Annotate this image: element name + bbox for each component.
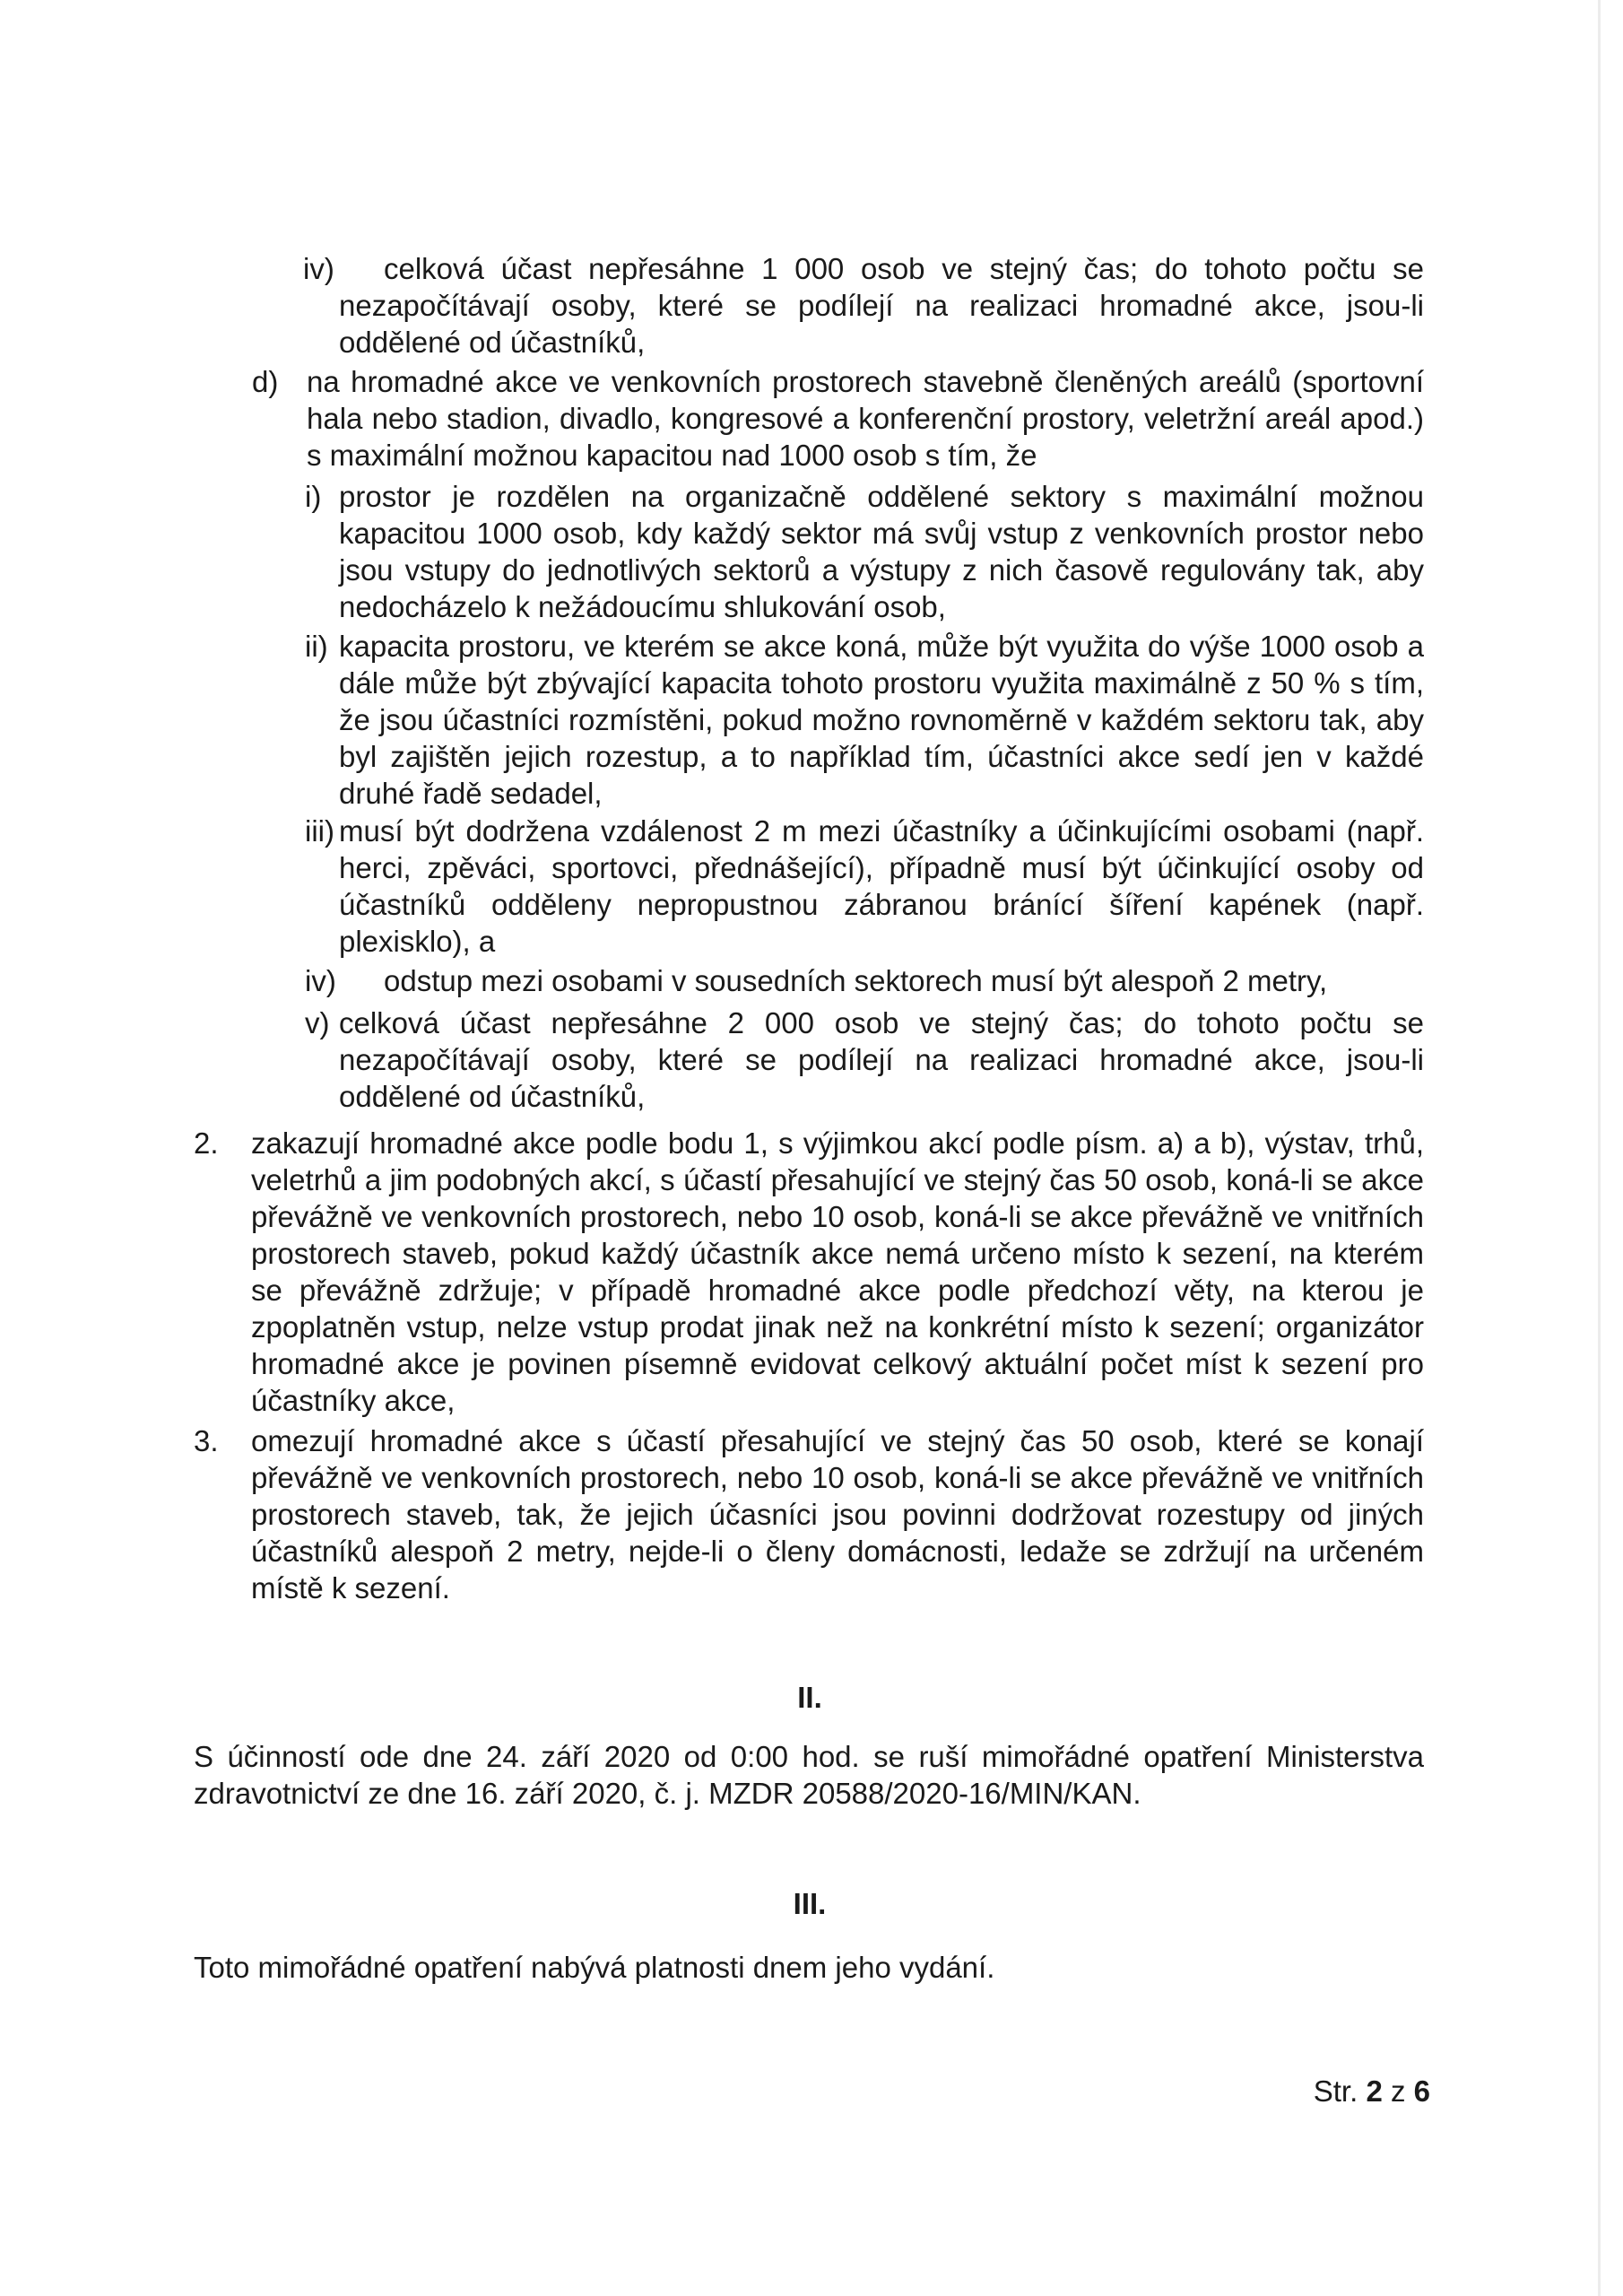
item-label-3: 3.: [194, 1424, 219, 1457]
item-text-d-iii: musí být dodržena vzdálenost 2 m mezi účastníky a účinkujícími osobami (např. herci, zpěváci, sportovci, přednášející), případně musí být účinkující osoby od účastníků odděleny nepropustnou zábranou bránící šíření kapének (např. plexisklo), a: [339, 814, 1424, 958]
section-heading-iii: III.: [793, 1887, 827, 1920]
page-number: [1314, 2073, 1430, 2109]
section-text-iii: Toto mimořádné opatření nabývá platnosti dnem jeho vydání.: [194, 1951, 995, 1984]
item-text-d-ii: kapacita prostoru, ve kterém se akce koná, může být využita do výše 1000 osob a dále může být zbývající kapacita tohoto prostoru využita maximálně z 50 % s tím, že jsou účastníci rozmístěni, pokud možno rovnoměrně v každém sektoru tak, aby byl zajištěn jejich rozestup, a to například tím, účastníci akce sedí jen v každé druhé řadě sedadel,: [339, 630, 1424, 810]
item-label-d: d): [252, 365, 279, 398]
item-label-d-ii: ii): [305, 630, 328, 663]
item-text-d-iv: odstup mezi osobami v sousedních sektorech musí být alespoň 2 metry,: [384, 964, 1328, 997]
item-text-d: na hromadné akce ve venkovních prostorech stavebně členěných areálů (sportovní hala nebo stadion, divadlo, kongresové a konferenční prostory, veletržní areál apod.) s maximální možnou kapacitou nad 1000 osob s tím, že: [307, 365, 1424, 472]
item-label-d-i: i): [305, 480, 322, 513]
item-label-2: 2.: [194, 1126, 219, 1160]
item-text-d-v: celková účast nepřesáhne 2 000 osob ve stejný čas; do tohoto počtu se nezapočítávají osoby, které se podílejí na realizaci hromadné akce, jsou-li oddělené od účastníků,: [339, 1006, 1424, 1113]
item-text-d-i: prostor je rozdělen na organizačně oddělené sektory s maximální možnou kapacitou 1000 osob, kdy každý sektor má svůj vstup z venkovních prostor nebo jsou vstupy do jednotlivých sektorů a výstupy z nich časově regulovány tak, aby nedocházelo k nežádoucímu shlukování osob,: [339, 480, 1424, 623]
item-label-d-v: v): [305, 1006, 330, 1039]
section-text-ii: S účinností ode dne 24. září 2020 od 0:00 hod. se ruší mimořádné opatření Ministerstva zdravotnictví ze dne 16. září 2020, č. j. MZDR 20588/2020-16/MIN/KAN.: [194, 1740, 1424, 1810]
page-number-separator: z: [1390, 2074, 1406, 2108]
item-text-3: omezují hromadné akce s účastí přesahující ve stejný čas 50 osob, které se konají převážně ve venkovních prostorech, nebo 10 osob, koná-li se akce převážně ve vnitřních prostorech staveb, tak, že jejich účasníci jsou povinni dodržovat rozestupy od jiných účastníků alespoň 2 metry, nejde-li o členy domácnosti, ledaže se zdržují na určeném místě k sezení.: [251, 1424, 1424, 1605]
item-label-d-iv: iv): [305, 964, 336, 997]
page-number-total: 6: [1413, 2074, 1430, 2108]
item-label-d-iii: iii): [305, 814, 334, 848]
item-text-2: zakazují hromadné akce podle bodu 1, s výjimkou akcí podle písm. a) a b), výstav, trhů, veletrhů a jim podobných akcí, s účastí přesahující ve stejný čas 50 osob, koná-li se akce převážně ve venkovních prostorech, nebo 10 osob, koná-li se akce převážně ve vnitřních prostorech staveb, pokud každý účastník akce nemá určeno místo k sezení, na kterém se převážně zdržuje; v případě hromadné akce podle předchozí věty, na kterou je zpoplatněn vstup, nelze vstup prodat jinak než na konkrétní místo k sezení; organizátor hromadné akce je povinen písemně evidovat celkový aktuální počet míst k sezení pro účastníky akce,: [251, 1126, 1424, 1417]
scan-edge: [1598, 0, 1601, 2296]
item-text-c-iv: celková účast nepřesáhne 1 000 osob ve stejný čas; do tohoto počtu se nezapočítávají osoby, které se podílejí na realizaci hromadné akce, jsou-li oddělené od účastníků,: [339, 252, 1424, 359]
page-number-current: 2: [1366, 2074, 1383, 2108]
page-number-prefix: Str.: [1313, 2074, 1358, 2108]
section-heading-ii: II.: [797, 1681, 822, 1714]
item-label-c-iv: iv): [303, 252, 334, 285]
